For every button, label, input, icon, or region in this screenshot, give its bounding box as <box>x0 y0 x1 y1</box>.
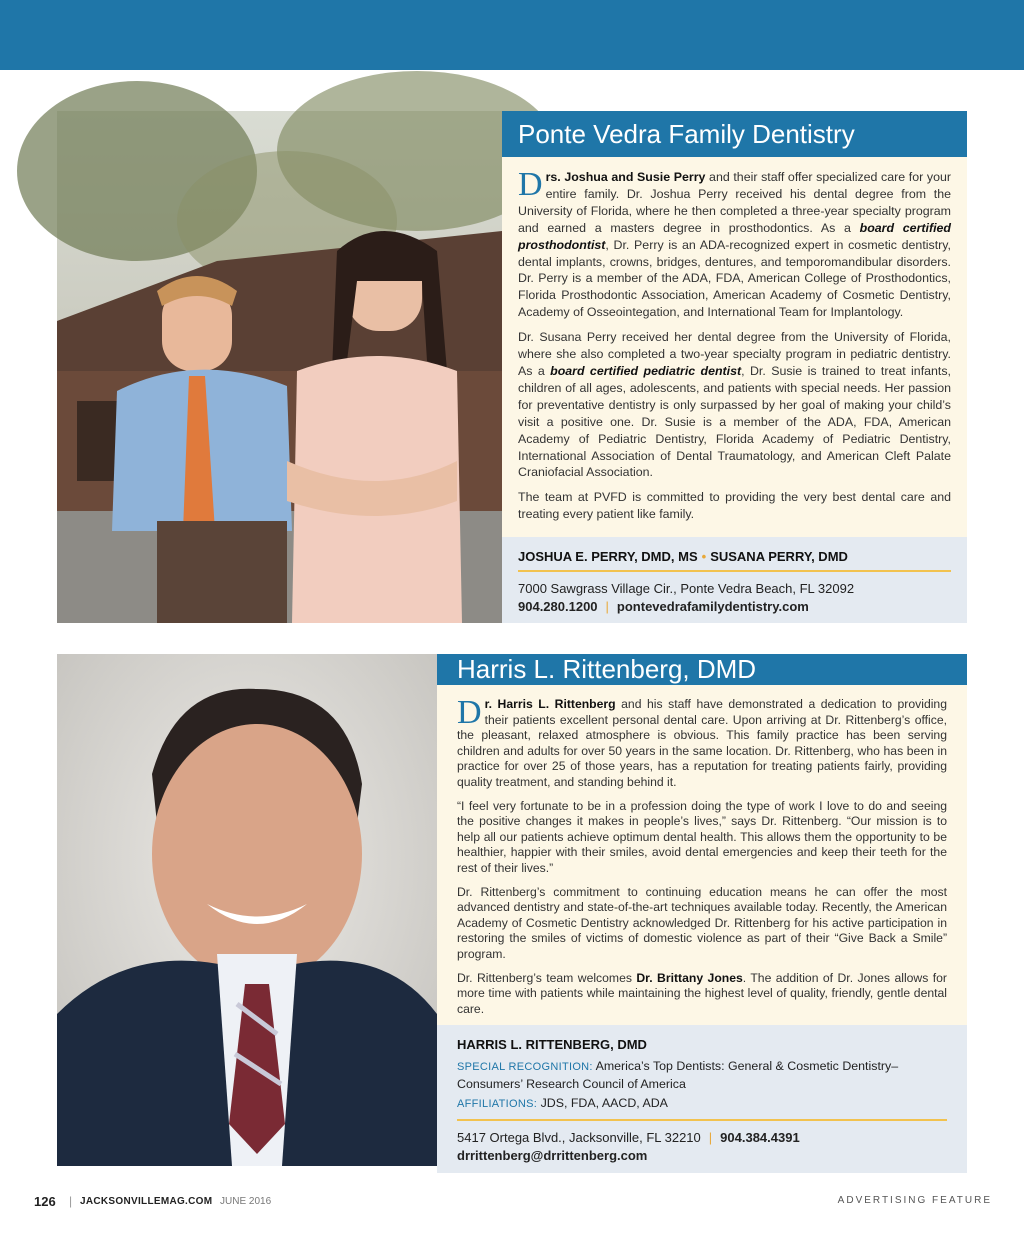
website-link[interactable]: pontevedrafamilydentistry.com <box>616 599 809 614</box>
doctor-name: HARRIS L. RITTENBERG, DMD <box>457 1037 647 1053</box>
contact-box <box>437 1025 967 1173</box>
ponte-vedra-ad <box>57 111 967 623</box>
footer-divider: | <box>69 1194 73 1208</box>
paragraph: “I feel very fortunate to be in a profession doing the type of work I love to do and seeing the positive changes it makes in people’s lives,” says Dr. Rittenberg. “Our mission is to help all our patients achieve optimum dental health. This allows them the opportunity to be healthier, happier with their smiles, avoid dental emergencies and keep their teeth for the rest of their lives.” <box>457 798 947 875</box>
drop-cap: D <box>518 166 543 203</box>
email-link[interactable]: drrittenberg@drrittenberg.com <box>457 1148 648 1164</box>
contact-line: 904.280.1200 | pontevedrafamilydentistry.com <box>518 599 809 614</box>
affiliations: AFFILIATIONS: JDS, FDA, AACD, ADA <box>457 1096 668 1111</box>
address-line: 5417 Ortega Blvd., Jacksonville, FL 32210 | 904.384.4391 <box>457 1130 800 1146</box>
section-title: Ponte Vedra Family Dentistry <box>502 111 967 157</box>
address: 7000 Sawgrass Village Cir., Ponte Vedra Beach, FL 32092 <box>518 581 855 596</box>
rittenberg-portrait-photo <box>57 654 437 1166</box>
advertising-feature-label: ADVERTISING FEATURE <box>837 1195 992 1206</box>
paragraph: Dr. Rittenberg’s team welcomes Dr. Brittany Jones. The addition of Dr. Jones allows for more time with patients while maintaining the highest level of quality, friendly, gentle dental care. <box>457 970 947 1016</box>
paragraph: Dr. Rittenberg’s commitment to continuing education means he can offer the most advanced dentistry and state-of-the-art techniques available today. Recently, the American Academy of Cosmetic Dentistry acknowledged Dr. Rittenberg for his active participation in restoring the smiles of victims of domestic violence as part of their “Give Back a Smile” program. <box>457 884 947 961</box>
contact-box <box>502 537 967 623</box>
section-title: Harris L. Rittenberg, DMD <box>437 654 967 685</box>
phone-link[interactable]: 904.280.1200 <box>518 599 598 614</box>
article-body <box>502 157 967 537</box>
paragraph: Dr. Susana Perry received her dental degree from the University of Florida, where she also completed a two-year specialty program in pediatric dentistry. As a board certified pediatric dentist, Dr. Susie is trained to treat infants, children of all ages, adolescents, and patients with special needs. Her passion for preventative dentistry is only surpassed by her goal of making your child’s visit a positive one. Dr. Susie is a member of the ADA, FDA, American Academy of Pediatric Dentistry, Florida Academy of Pediatric Dentistry, International Association of Dental Traumatology, and American Cleft Palate Craniofacial Association. <box>518 330 951 480</box>
article-body <box>437 685 967 1025</box>
issue-date: JUNE 2016 <box>220 1196 272 1207</box>
special-recognition: SPECIAL RECOGNITION: America’s Top Dentists: General & Cosmetic Dentistry–Consumers’ Research Council of America <box>457 1059 899 1092</box>
page-footer <box>34 1194 992 1210</box>
phone-link[interactable]: 904.384.4391 <box>720 1130 800 1146</box>
drop-cap: D <box>457 694 482 731</box>
paragraph: The team at PVFD is committed to providing the very best dental care and treating every patient like family. <box>518 490 951 522</box>
page-number: 126 <box>34 1194 56 1209</box>
paragraph: Drs. Joshua and Susie Perry and their staff offer specialized care for your entire family. Dr. Joshua Perry received his dental degree from the University of Florida, where he then completed a three-year specialty program and earned a masters degree in prosthodontics. As a board certified prosthodontist, Dr. Perry is an ADA-recognized expert in cosmetic dentistry, dental implants, crowns, bridges, dentures, and temporomandibular disorders. Dr. Perry is a member of the ADA, FDA, American College of Prosthodontics, Florida Prosthodontic Association, American Academy of Cosmetic Dentistry, Academy of Osseointegation, and International Team for Implantology. <box>518 166 951 320</box>
site-name: JACKSONVILLEMAG.COM <box>80 1196 213 1207</box>
rittenberg-ad <box>57 654 967 1166</box>
paragraph: Dr. Harris L. Rittenberg and his staff have demonstrated a dedication to providing their patients excellent personal dental care. Upon arriving at Dr. Rittenberg’s office, the pleasant, relaxed atmosphere is obvious. This family practice has been serving children and adults for over 50 years in the same location. Dr. Rittenberg, who has been in practice for over 25 of those years, has a reputation for treating patients fairly, providing quality treatment, and standing behind it. <box>457 694 947 789</box>
recognitions <box>457 1058 947 1121</box>
doctor-names: JOSHUA E. PERRY, DMD, MS • SUSANA PERRY, DMD <box>518 549 951 572</box>
top-banner <box>0 0 1024 70</box>
perry-couple-photo <box>57 111 502 623</box>
